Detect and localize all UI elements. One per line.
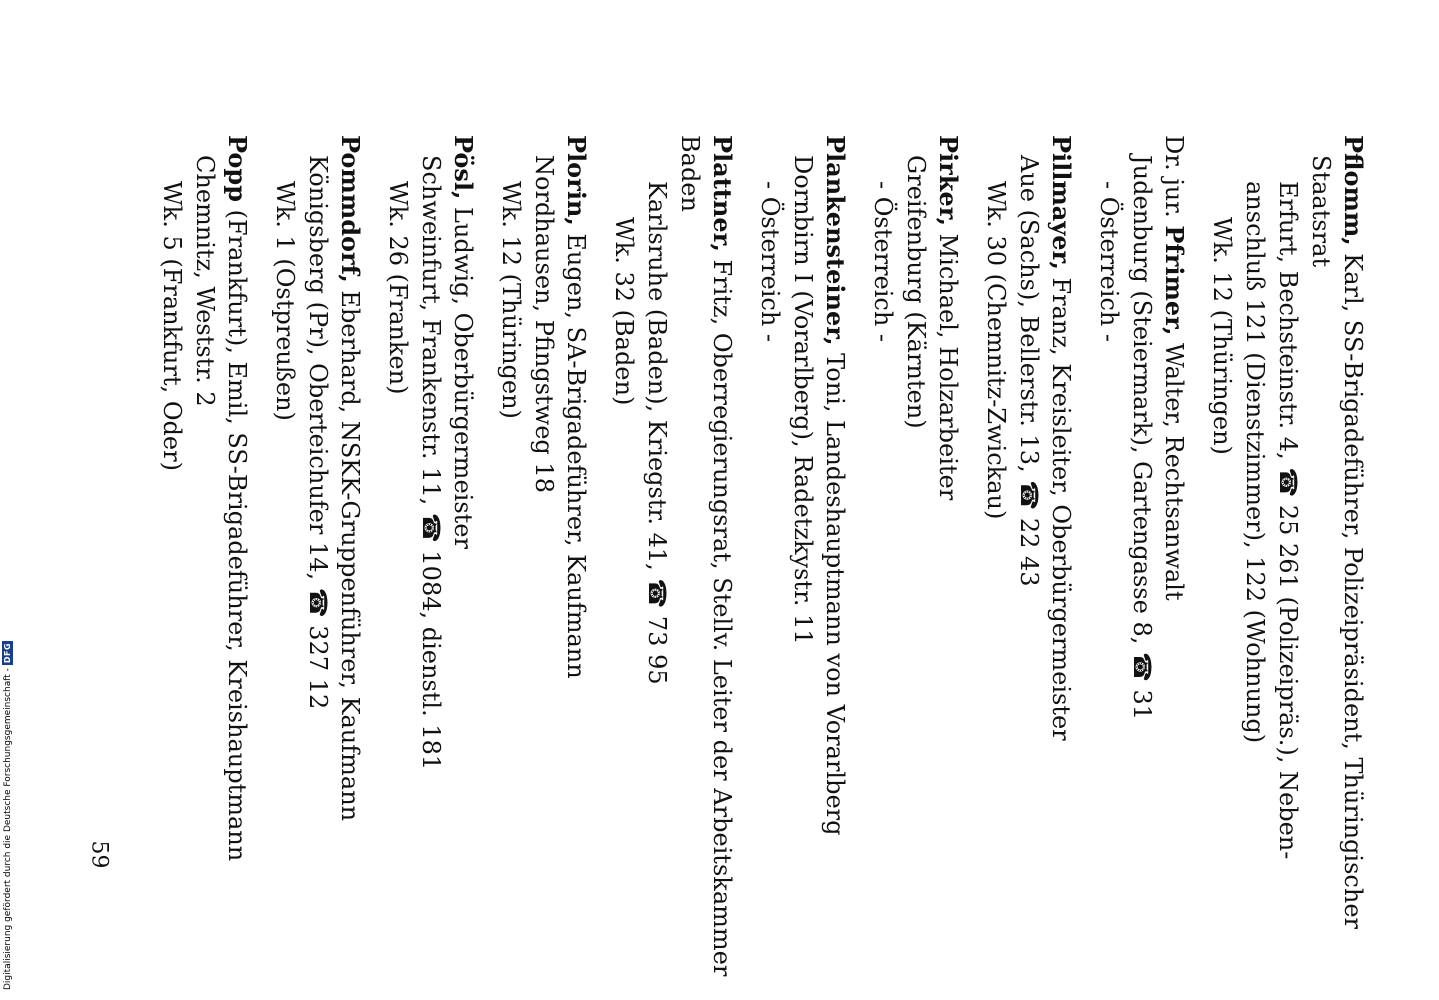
entry-detail-line: - Österreich - [756, 181, 784, 343]
entry-detail-line: Judenburg (Steiermark), Gartengasse 8, ☎ 31 [1128, 155, 1156, 721]
entry-surname: Plankensteiner, [821, 135, 850, 346]
entry-heading-line [932, 135, 965, 895]
entry-detail-line: Wk. 12 (Thüringen) [497, 181, 525, 419]
entry-detail-line: Erfurt, Bechsteinstr. 4, ☎ 25 261 (Polizeipräs.), Neben- [1274, 181, 1302, 860]
directory-entry [155, 135, 254, 895]
entry-detail-line: Wk. 26 (Franken) [384, 181, 412, 395]
entry-description: Michael, Holzarbeiter [934, 225, 962, 501]
entry-detail-line: Königsberg (Pr), Oberteichufer 14, ☎ 327 12 [304, 155, 332, 710]
directory-entry [268, 135, 367, 895]
entry-surname: Pflomm, [1339, 135, 1368, 246]
entry-detail-line: Greifenburg (Kärnten) [902, 155, 930, 429]
entry-detail-line: Wk. 12 (Thüringen) [1208, 217, 1236, 455]
entry-heading-line [819, 135, 852, 895]
entry-heading-line [560, 135, 593, 895]
directory-entry [494, 135, 593, 895]
entry-detail-line: Staatsrat [1307, 155, 1335, 268]
entry-heading-line [447, 135, 480, 895]
entry-description: Eugen, SA-Brigadeführer, Kaufmann [562, 225, 590, 679]
directory-entry [607, 135, 739, 977]
entry-detail-line: Karlsruhe (Baden), Kriegstr. 41, ☎ 73 95 [643, 181, 671, 685]
entry-description: Karl, SS-Brigadeführer, Polizeipräsident, Thüringischer [1339, 245, 1367, 929]
dfg-logo-icon: DFG [3, 642, 12, 664]
entry-surname: Pillmayer, [1047, 135, 1076, 270]
entry-surname: Pommdorf, [336, 135, 365, 283]
entry-heading-line [1158, 135, 1191, 895]
entry-heading-line [1045, 135, 1078, 895]
entry-heading-line [1337, 135, 1370, 929]
directory-page [158, 135, 1370, 977]
directory-entry [1092, 135, 1191, 895]
directory-entry [753, 135, 852, 895]
entry-surname: Plattner, [708, 135, 737, 252]
entry-heading-line [221, 135, 254, 895]
directory-entry [866, 135, 965, 895]
entry-detail-line: anschluß 121 (Dienstzimmer), 122 (Wohnung) [1241, 181, 1269, 744]
entry-surname: Popp [223, 135, 252, 202]
entry-heading-line [334, 135, 367, 895]
footer-text: Digitalisierung gefördert durch die Deutsche Forschungsgemeinschaft - [2, 668, 13, 990]
entry-description: Toni, Landeshauptmann von Vorarlberg [821, 345, 849, 836]
page-number: 59 [86, 840, 112, 869]
entry-description: (Frankfurt), Emil, SS-Brigadeführer, Kreishauptmann [223, 201, 251, 862]
entry-heading-line [706, 135, 739, 977]
entry-detail-line: Wk. 32 (Baden) [610, 217, 638, 406]
entry-surname: Pirker, [934, 135, 963, 226]
entry-detail-line: Wk. 30 (Chemnitz-Zwickau) [982, 181, 1010, 520]
entry-surname: Pösl, [449, 135, 478, 200]
directory-entry [979, 135, 1078, 895]
directory-entry [381, 135, 480, 895]
entry-surname: Plorin, [562, 135, 591, 226]
entry-description: Ludwig, Oberbürgermeister [449, 199, 477, 549]
entry-detail-line: Aue (Sachs), Bellerstr. 13, ☎ 22 43 [1015, 155, 1043, 587]
entry-description: Walter, Rechtsanwalt [1160, 335, 1188, 601]
entry-detail-line: Wk. 1 (Ostpreußen) [271, 181, 299, 421]
entry-description: Fritz, Oberregierungsrat, Stellv. Leiter der Arbeitskammer [708, 251, 736, 977]
directory-entry [1205, 135, 1370, 929]
entry-detail-line: Wk. 5 (Frankfurt, Oder) [158, 181, 186, 471]
entry-title-prefix: Dr. jur. [1160, 135, 1188, 226]
entry-detail-line: Baden [676, 135, 704, 212]
footer-credit [2, 641, 13, 990]
entry-surname: Pfrimer, [1160, 225, 1189, 336]
entry-detail-line: Chemnitz, Weststr. 2 [191, 155, 219, 407]
entry-detail-line: - Österreich - [869, 181, 897, 343]
entry-description: Franz, Kreisleiter, Oberbürgermeister [1047, 269, 1075, 741]
entry-detail-line: - Österreich - [1095, 181, 1123, 343]
entry-detail-line: Nordhausen, Pfingstweg 18 [530, 155, 558, 493]
entry-detail-line: Dornbirn I (Vorarlberg), Radetzkystr. 11 [789, 155, 817, 645]
entry-description: Eberhard, NSKK-Gruppenführer, Kaufmann [336, 282, 364, 822]
entry-detail-line: Schweinfurt, Frankenstr. 11, ☎ 1084, dienstl. 181 [417, 155, 445, 771]
